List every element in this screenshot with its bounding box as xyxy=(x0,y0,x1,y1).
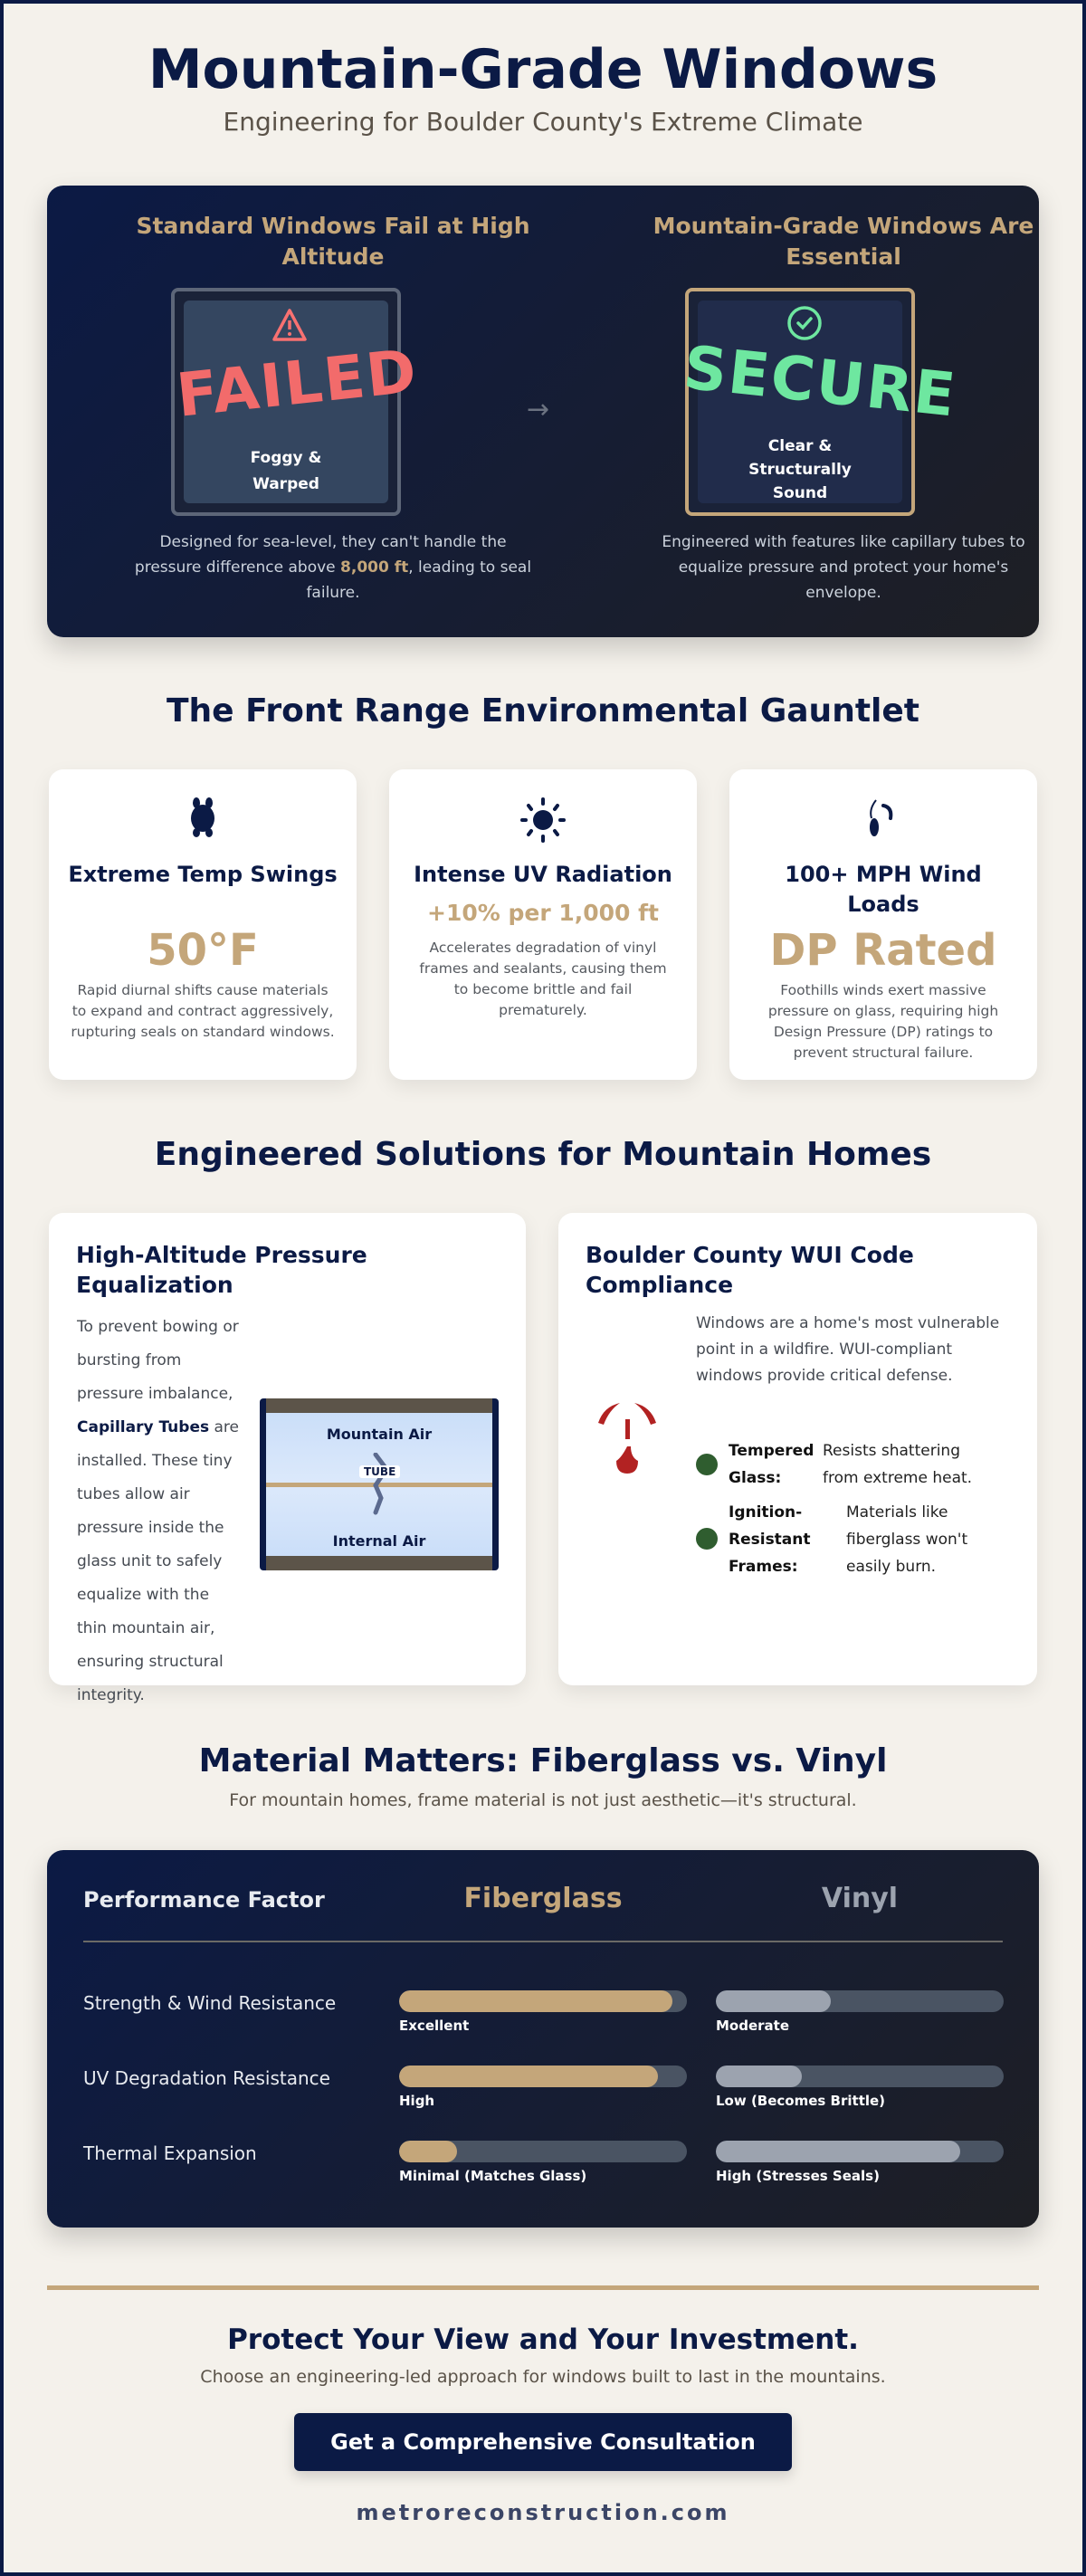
thermometer-icon xyxy=(187,797,218,838)
pressure-description xyxy=(77,1311,242,1713)
arrow-right-icon: → xyxy=(527,394,550,425)
website-link[interactable]: metroreconstruction.com xyxy=(356,2500,730,2525)
vinyl-rating: Moderate xyxy=(716,2018,790,2034)
wui-item-label: Tempered Glass: xyxy=(729,1442,814,1487)
warning-icon xyxy=(272,308,308,342)
card-description: Rapid diurnal shifts cause materials to expand and contract aggressively, rupturing seals on standard windows. xyxy=(71,982,335,1040)
card-title: Intense UV Radiation xyxy=(414,862,672,887)
cta-title: Protect Your View and Your Investment. xyxy=(227,2323,859,2356)
consultation-button[interactable]: Get a Comprehensive Consultation xyxy=(294,2413,792,2471)
vinyl-bar xyxy=(716,1990,1004,2012)
fiberglass-rating: High xyxy=(399,2093,435,2109)
hero-right-heading: Mountain-Grade Windows Are Essential xyxy=(653,213,1034,270)
materials-title: Material Matters: Fiberglass vs. Vinyl xyxy=(198,1742,888,1779)
hero-comparison-card xyxy=(47,186,1039,637)
gauntlet-card-uv xyxy=(389,769,697,1080)
page-title: Mountain-Grade Windows xyxy=(148,38,938,101)
card-title: Extreme Temp Swings xyxy=(68,862,338,887)
window-label: Clear & xyxy=(767,437,833,455)
header-vinyl: Vinyl xyxy=(821,1883,899,1914)
vinyl-rating: High (Stresses Seals) xyxy=(716,2168,880,2184)
gauntlet-card-wind xyxy=(729,769,1037,1080)
pressure-equalization-card xyxy=(49,1213,526,1704)
header-fiberglass: Fiberglass xyxy=(463,1883,623,1914)
internal-air-label: Internal Air xyxy=(332,1532,426,1550)
vinyl-bar xyxy=(716,2066,1004,2087)
wui-item-label: Ignition-Resistant Frames: xyxy=(729,1503,811,1576)
check-badge-icon xyxy=(696,1528,718,1550)
hero-right-description: Engineered with features like capillary tubes to equalize pressure and protect your home's envelope. xyxy=(662,533,1025,602)
window-label: Structurally xyxy=(748,461,852,479)
airflow-arrow-icon xyxy=(368,1453,394,1516)
wui-item-desc: Resists shattering from extreme heat. xyxy=(823,1442,973,1487)
materials-subtitle: For mountain homes, frame material is not just aesthetic—it's structural. xyxy=(229,1790,857,1810)
header-performance-factor: Performance Factor xyxy=(83,1887,325,1913)
mountain-grade-window-illustration xyxy=(680,288,960,516)
vinyl-bar-fill xyxy=(716,1990,831,2012)
wui-description: Windows are a home's most vulnerable point in a wildfire. WUI-compliant windows provide critical defense. xyxy=(696,1314,1000,1385)
card-title: 100+ MPH Wind Loads xyxy=(785,862,982,917)
card-description: Accelerates degradation of vinyl frames and sealants, causing them to become brittle and fail prematurely. xyxy=(419,940,667,1018)
performance-factor-label: UV Degradation Resistance xyxy=(83,2067,330,2089)
vinyl-bar-fill xyxy=(716,2141,960,2162)
capillary-tube-diagram xyxy=(260,1398,499,1570)
cta-subtitle: Choose an engineering-led approach for windows built to last in the mountains. xyxy=(200,2367,886,2387)
hero-left-heading: Standard Windows Fail at High Altitude xyxy=(136,213,530,270)
desc-text: Designed for sea-level, they can't handle the pressure difference above xyxy=(134,533,507,577)
fiberglass-bar-fill xyxy=(399,2066,658,2087)
gauntlet-title: The Front Range Environmental Gauntlet xyxy=(167,692,919,730)
failed-stamp: FAILED xyxy=(173,336,422,431)
mountain-air-label: Mountain Air xyxy=(326,1426,433,1443)
card-description: Foothills winds exert massive pressure on glass, requiring high Design Pressure (DP) ratings to prevent structural failure. xyxy=(767,982,999,1061)
window-label: Sound xyxy=(772,484,828,502)
performance-factor-label: Thermal Expansion xyxy=(83,2142,257,2164)
desc-text: , leading to seal failure. xyxy=(306,558,532,602)
check-circle-icon xyxy=(786,304,824,342)
standard-window-illustration xyxy=(171,288,422,516)
vinyl-rating: Low (Becomes Brittle) xyxy=(716,2093,886,2109)
card-title: High-Altitude Pressure Equalization xyxy=(76,1242,367,1298)
card-stat: +10% per 1,000 ft xyxy=(427,900,659,926)
fiberglass-rating: Excellent xyxy=(399,2018,470,2034)
hero-left-description xyxy=(134,530,532,606)
vinyl-bar-fill xyxy=(716,2066,802,2087)
tube-label: TUBE xyxy=(359,1465,400,1478)
performance-factor-label: Strength & Wind Resistance xyxy=(83,1992,337,2014)
capillary-tubes-highlight: Capillary Tubes xyxy=(77,1418,210,1436)
header-divider xyxy=(83,1941,1003,1942)
wui-compliance-card xyxy=(558,1213,1037,1685)
desc-text: are installed. These tiny tubes allow air pressure inside the glass unit to safely equalize with the thin mountain air, ensuring structural integrity. xyxy=(77,1418,240,1704)
frame-bottom xyxy=(266,1556,492,1570)
wind-icon xyxy=(863,797,903,838)
fiberglass-bar-fill xyxy=(399,2141,457,2162)
altitude-highlight: 8,000 ft xyxy=(340,558,409,577)
fiberglass-bar xyxy=(399,2066,687,2087)
fiberglass-bar-fill xyxy=(399,1990,672,2012)
card-title: Boulder County WUI Code Compliance xyxy=(586,1242,914,1298)
window-label: Warped xyxy=(252,475,319,493)
page-subtitle: Engineering for Boulder County's Extreme Climate xyxy=(223,107,863,137)
check-badge-icon xyxy=(696,1454,718,1475)
solutions-title: Engineered Solutions for Mountain Homes xyxy=(154,1136,932,1173)
frame-top xyxy=(266,1398,492,1413)
fiberglass-bar xyxy=(399,1990,687,2012)
fiberglass-bar xyxy=(399,2141,687,2162)
window-label: Foggy & xyxy=(250,449,322,467)
fire-icon xyxy=(595,1401,660,1475)
card-stat: DP Rated xyxy=(769,925,997,976)
vinyl-bar xyxy=(716,2141,1004,2162)
wui-item-desc: Materials like fiberglass won't easily burn. xyxy=(846,1503,968,1576)
sun-icon xyxy=(519,797,567,844)
fiberglass-rating: Minimal (Matches Glass) xyxy=(399,2168,587,2184)
secure-stamp: SECURE xyxy=(680,332,960,431)
section-divider xyxy=(47,2285,1039,2290)
gauntlet-card-temp xyxy=(49,769,357,1080)
card-stat: 50°F xyxy=(147,925,259,976)
desc-text: To prevent bowing or bursting from pressure imbalance, xyxy=(77,1318,239,1403)
